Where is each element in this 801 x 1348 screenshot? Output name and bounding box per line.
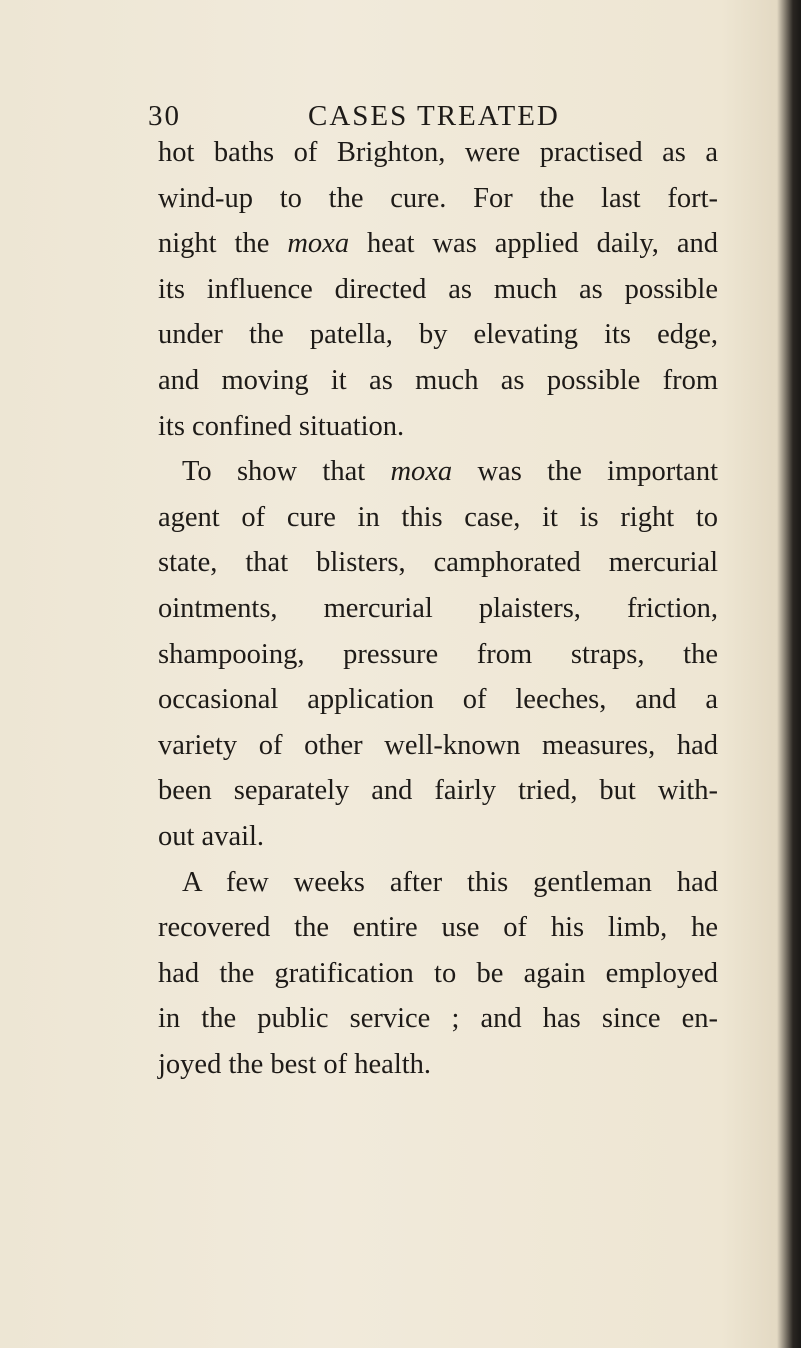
page-number: 30: [148, 100, 181, 132]
italic-term: moxa: [287, 228, 350, 260]
text-segment: heat was applied daily, and: [349, 228, 718, 260]
text-segment: recovered the entire use of his limb, he: [158, 912, 718, 944]
text-line: [158, 130, 718, 176]
text-line: [158, 586, 718, 632]
text-line: [158, 632, 718, 678]
text-line: [158, 905, 718, 951]
text-segment: variety of other well-known measures, had: [158, 729, 718, 761]
text-segment: its influence directed as much as possible: [158, 273, 718, 305]
text-segment: occasional application of leeches, and a: [158, 684, 718, 716]
text-line: [158, 221, 718, 267]
text-segment: out avail.: [158, 820, 265, 852]
text-segment: in the public service ; and has since en-: [158, 1003, 718, 1035]
text-line: [158, 814, 718, 860]
text-line: [158, 404, 718, 450]
text-segment: hot baths of Brighton, were practised as a: [158, 137, 718, 168]
italic-term: moxa: [390, 456, 453, 488]
text-line: [158, 267, 718, 313]
text-segment: To show that: [182, 456, 391, 488]
body-text: [158, 130, 718, 1087]
text-segment: its confined situation.: [158, 410, 405, 442]
text-segment: shampooing, pressure from straps, the: [158, 638, 718, 670]
text-segment: been separately and fairly tried, but with-: [158, 775, 718, 807]
text-segment: had the gratification to be again employed: [158, 957, 718, 989]
text-segment: and moving it as much as possible from: [158, 364, 718, 396]
text-line: [158, 677, 718, 723]
text-segment: agent of cure in this case, it is right to: [158, 501, 718, 533]
text-segment: ointments, mercurial plaisters, friction,: [158, 592, 718, 624]
text-line: [158, 312, 718, 358]
text-line: [158, 540, 718, 586]
text-line: [158, 1042, 718, 1088]
text-line: [158, 449, 718, 495]
text-line: [158, 951, 718, 997]
text-line: [158, 768, 718, 814]
text-line: [158, 495, 718, 541]
text-segment: A few weeks after this gentleman had: [182, 866, 718, 898]
text-segment: night the: [158, 228, 288, 260]
text-line: [158, 358, 718, 404]
text-segment: joyed the best of health.: [158, 1048, 432, 1080]
text-segment: was the important: [452, 456, 718, 488]
text-segment: under the patella, by elevating its edge,: [158, 319, 718, 351]
text-segment: wind-up to the cure. For the last fort-: [158, 182, 718, 214]
running-title: CASES TREATED: [308, 100, 560, 132]
text-line: [158, 176, 718, 222]
text-line: [158, 860, 718, 906]
text-segment: state, that blisters, camphorated mercurial: [158, 547, 718, 579]
text-line: [158, 996, 718, 1042]
text-line: [158, 723, 718, 769]
